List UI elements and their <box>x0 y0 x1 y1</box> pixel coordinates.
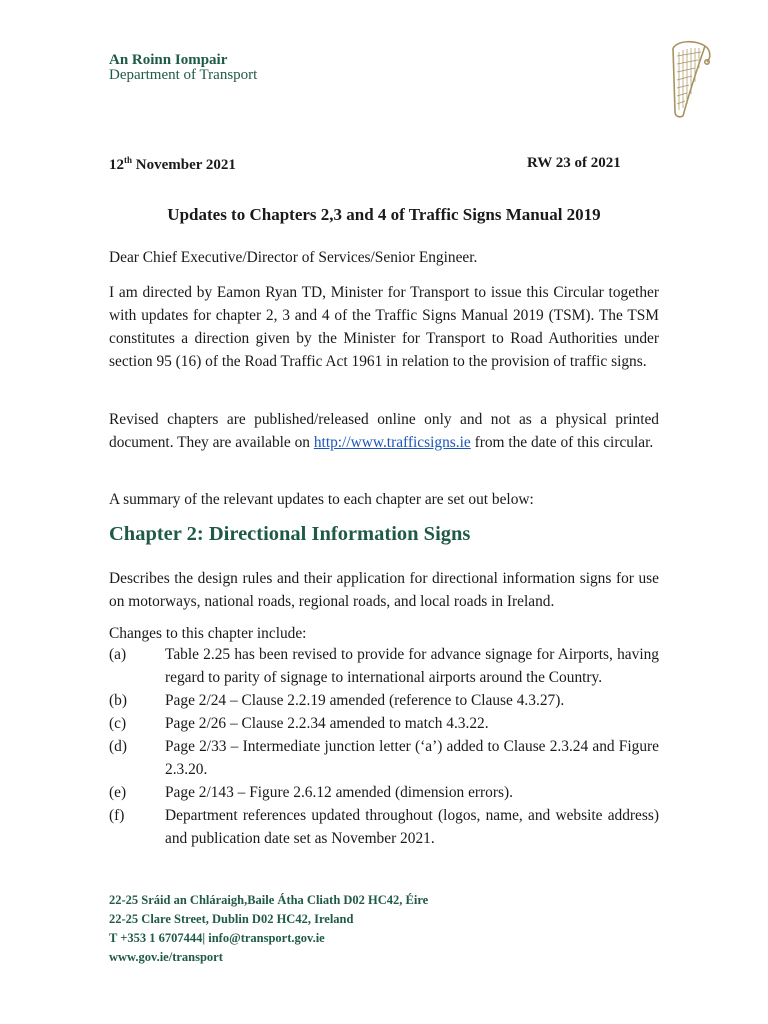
footer-contact <box>109 891 428 967</box>
list-item: (c) Page 2/26 – Clause 2.2.34 amended to match 4.3.22. <box>109 715 489 732</box>
department-name-irish: An Roinn Iompair <box>109 52 228 68</box>
circular-date: 12th November 2021 <box>109 155 236 173</box>
website-link[interactable]: www.gov.ie/transport <box>109 950 223 964</box>
chapter-2-heading: Chapter 2: Directional Information Signs <box>109 523 471 545</box>
circular-reference: RW 23 of 2021 <box>527 155 621 171</box>
changes-intro: Changes to this chapter include: <box>109 625 307 642</box>
list-item: (f) Department references updated throughout (logos, name, and website address) and publication date set as November 2021. <box>109 807 659 847</box>
list-item: (e) Page 2/143 – Figure 2.6.12 amended (dimension errors). <box>109 784 513 801</box>
list-item: (d) Page 2/33 – Intermediate junction letter (‘a’) added to Clause 2.3.24 and Figure 2.3.20. <box>109 738 659 778</box>
harp-icon <box>665 38 715 120</box>
intro-paragraph: I am directed by Eamon Ryan TD, Minister for Transport to issue this Circular together with updates for chapter 2, 3 and 4 of the Traffic Signs Manual 2019 (TSM). The TSM constitutes a direction given by the Minister for Transport to Road Authorities under section 95 (16) of the Road Traffic Act 1961 in relation to the provision of traffic signs. <box>109 284 659 370</box>
salutation: Dear Chief Executive/Director of Services/Senior Engineer. <box>109 249 478 266</box>
changes-list <box>109 643 659 850</box>
document-title: Updates to Chapters 2,3 and 4 of Traffic Signs Manual 2019 <box>167 205 601 224</box>
trafficsigns-link[interactable]: http://www.trafficsigns.ie <box>313 434 471 451</box>
address-irish: 22-25 Sráid an Chláraigh,Baile Átha Cliath D02 HC42, Éire <box>109 893 429 907</box>
availability-paragraph: Revised chapters are published/released online only and not as a physical printed document. They are available on http://www.trafficsigns.ie from the date of this circular. <box>109 411 659 451</box>
address-english: 22-25 Clare Street, Dublin D02 HC42, Ireland <box>109 912 354 926</box>
list-item: (a) Table 2.25 has been revised to provide for advance signage for Airports, having regard to parity of signage to international airports around the Country. <box>109 646 659 686</box>
list-item: (b) Page 2/24 – Clause 2.2.19 amended (reference to Clause 4.3.27). <box>109 692 565 709</box>
summary-sentence: A summary of the relevant updates to each chapter are set out below: <box>109 491 534 508</box>
contact-line: T +353 1 6707444| info@transport.gov.ie <box>109 931 325 945</box>
chapter-2-description: Describes the design rules and their application for directional information signs for use on motorways, national roads, regional roads, and local roads in Ireland. <box>109 570 659 610</box>
department-name-english: Department of Transport <box>109 67 258 83</box>
